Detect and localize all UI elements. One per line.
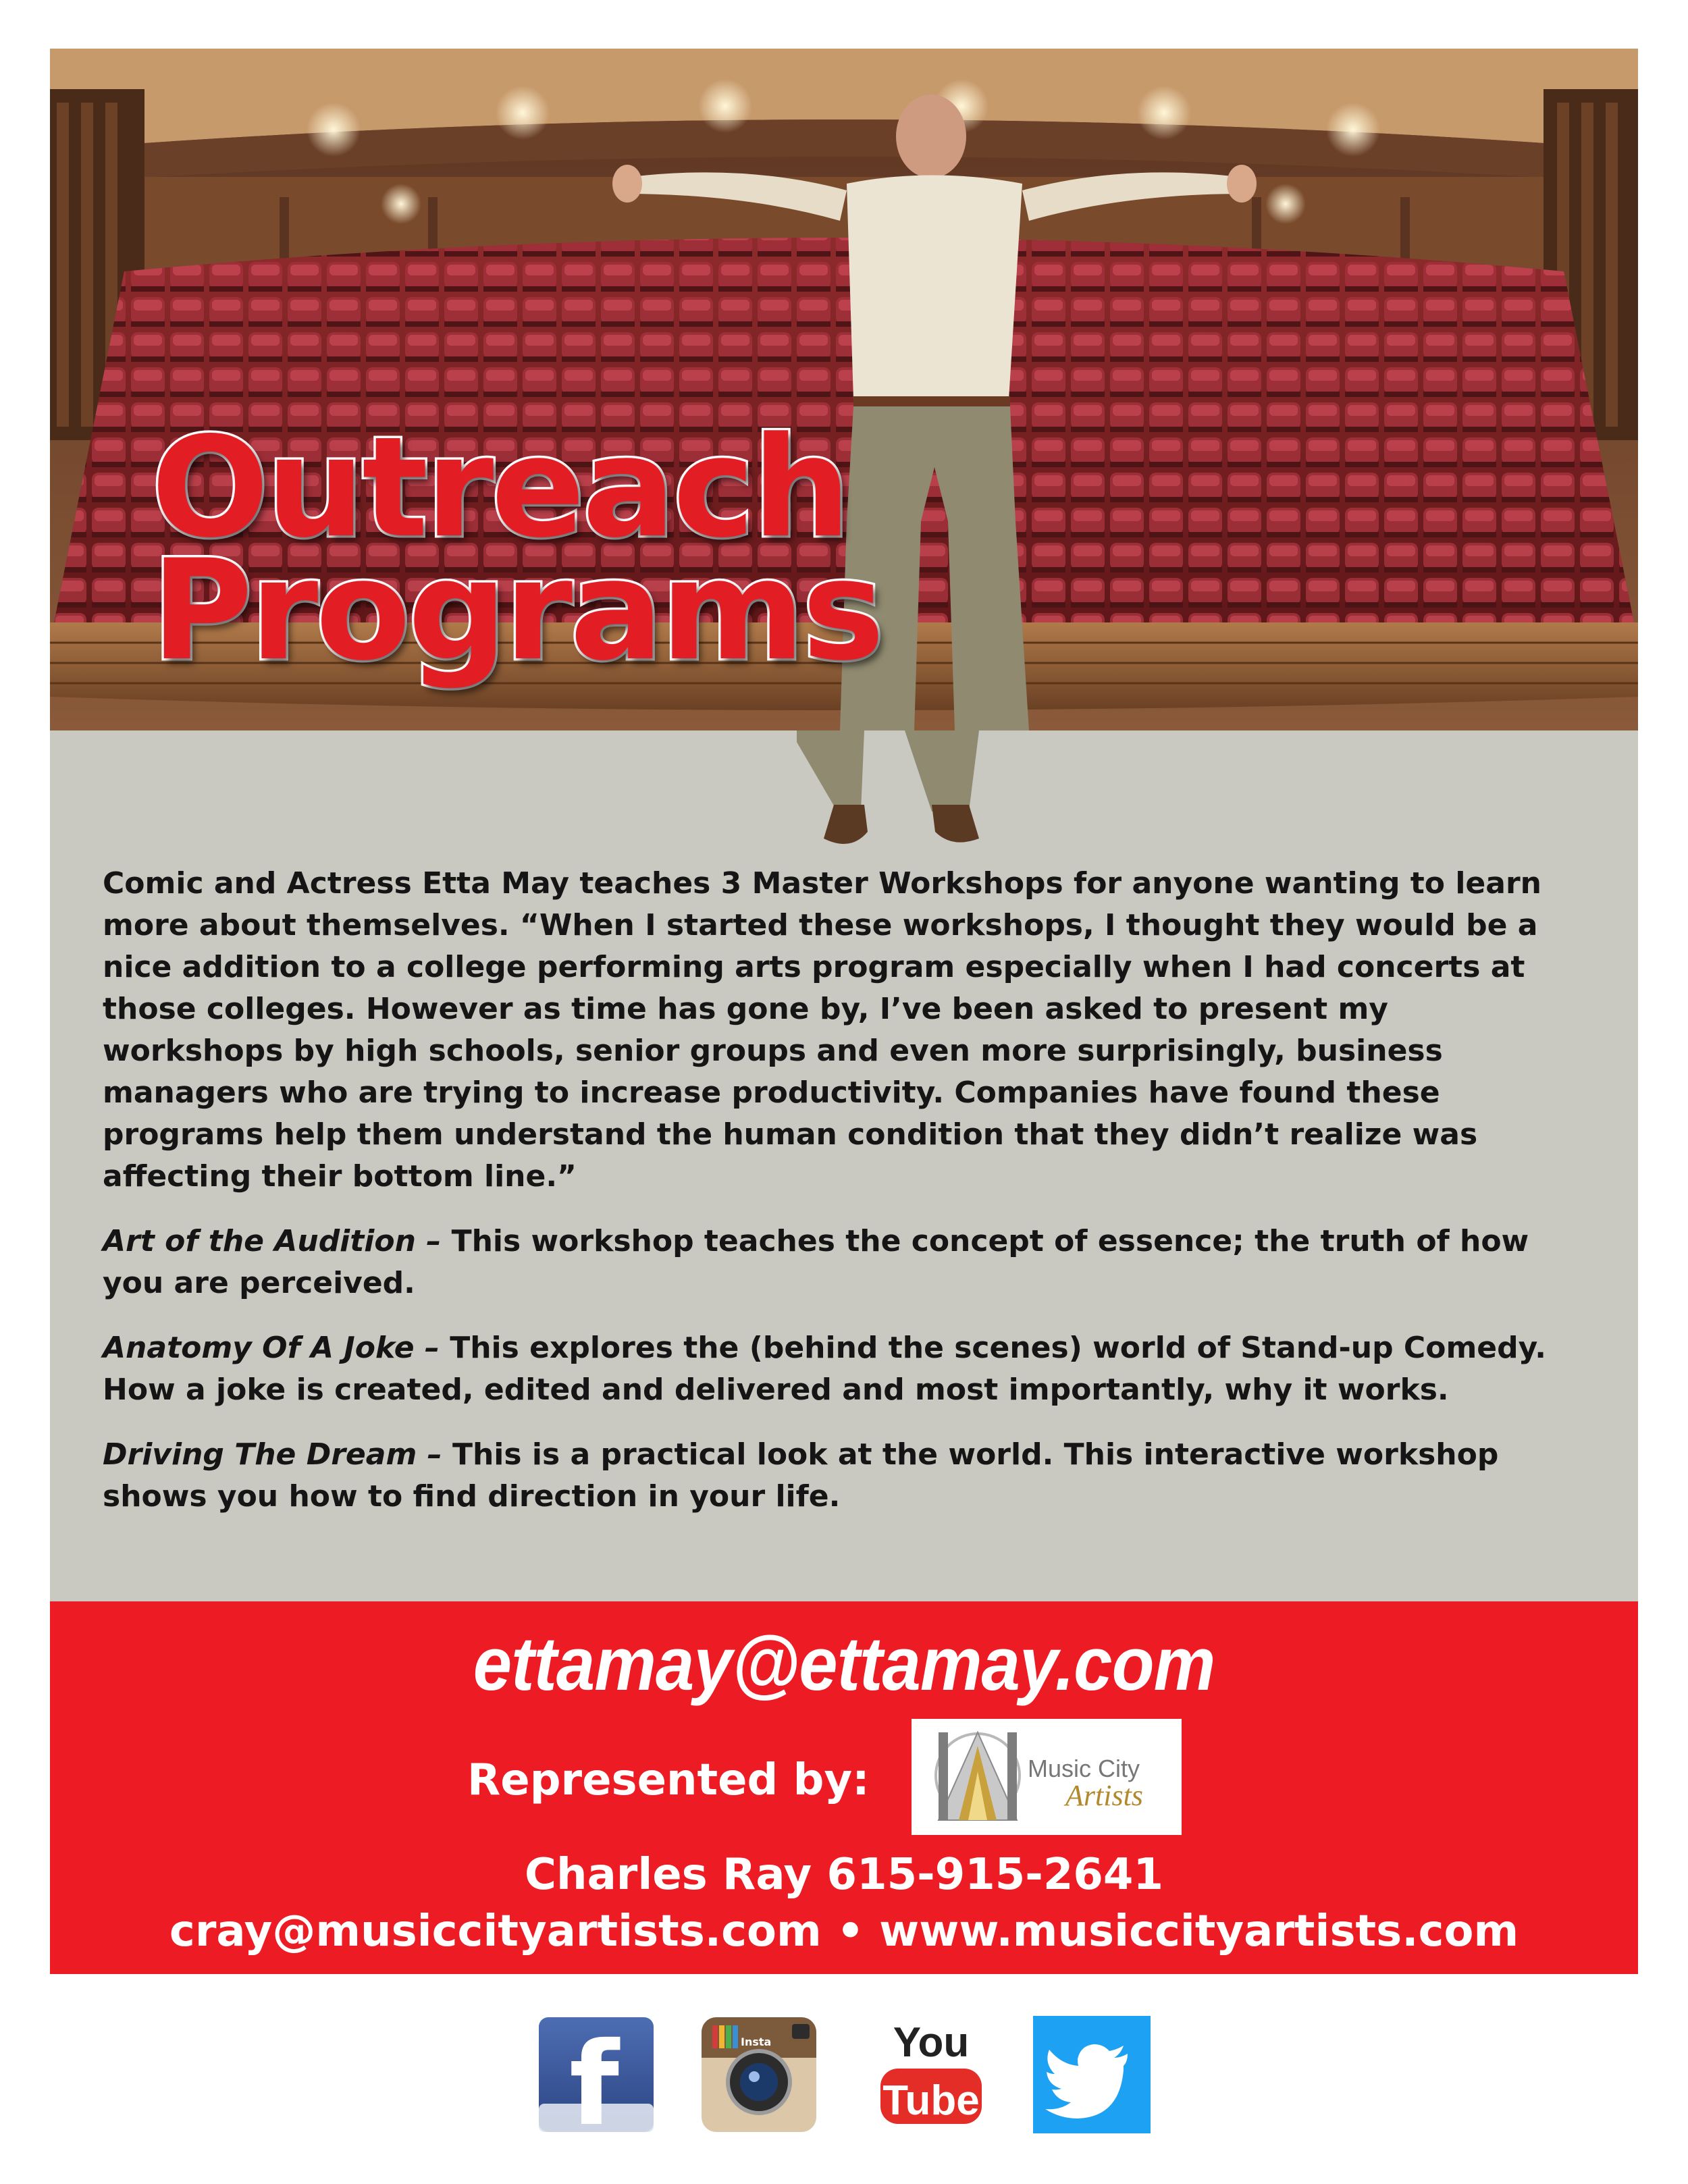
youtube-icon[interactable] xyxy=(874,2016,988,2133)
performer-legs xyxy=(797,730,999,852)
logo-text-line-1: Music City xyxy=(1028,1755,1140,1782)
music-city-artists-logo[interactable] xyxy=(912,1719,1182,1835)
facebook-icon[interactable] xyxy=(537,2016,655,2133)
email-link[interactable]: ettamay@ettamay.com xyxy=(473,1622,1215,1706)
svg-text:Insta: Insta xyxy=(741,2035,772,2048)
svg-text:f: f xyxy=(569,2018,619,2133)
instagram-icon[interactable] xyxy=(700,2016,818,2133)
workshop-title: Anatomy Of A Joke – xyxy=(103,1331,440,1365)
hero-photo xyxy=(50,49,1638,730)
logo-text-line-2: Artists xyxy=(1065,1779,1143,1812)
twitter-icon[interactable] xyxy=(1033,2016,1151,2133)
page-title xyxy=(151,408,882,691)
workshop-description xyxy=(103,863,1575,1541)
title-line-1: Outreach xyxy=(151,408,849,568)
intro-paragraph: Comic and Actress Etta May teaches 3 Master Workshops for anyone wanting to learn more about themselves. “When I started these workshops, I thought they would be a nice addition to a college performing arts program especially when I had concerts at those colleges. However as time has gone by, I’ve been asked to present my workshops by high schools, senior groups and even more surprisingly, business managers who are trying to increase productivity. Companies have found these programs help them understand the human condition that they didn’t realize was affecting their bottom line.” xyxy=(103,866,1541,1194)
workshop-title: Art of the Audition – xyxy=(103,1224,442,1258)
workshop-description-text: This workshop teaches the concept of essence; the truth of how you are perceived. xyxy=(103,1224,1529,1300)
workshop-description-text: This explores the (behind the scenes) world of Stand-up Comedy. How a joke is created, edited and delivered and most importantly, why it works. xyxy=(103,1331,1546,1407)
workshop-item xyxy=(103,1434,1575,1518)
agent-contact: Charles Ray 615-915-2641 xyxy=(525,1850,1163,1900)
workshop-item xyxy=(103,1221,1575,1304)
workshop-description-text: This is a practical look at the world. This interactive workshop shows you how to find direction in your life. xyxy=(103,1437,1499,1514)
svg-text:Tube: Tube xyxy=(882,2077,980,2124)
workshop-item xyxy=(103,1327,1575,1411)
agent-web-email[interactable]: cray@musiccityartists.com • www.musiccityartists.com xyxy=(169,1907,1519,1956)
title-line-2: Programs xyxy=(151,531,882,691)
workshop-title: Driving The Dream – xyxy=(103,1437,442,1472)
represented-by-label: Represented by: xyxy=(467,1755,870,1805)
svg-text:You: You xyxy=(893,2019,970,2066)
music-city-artists-logo-graphic xyxy=(912,1719,1182,1835)
